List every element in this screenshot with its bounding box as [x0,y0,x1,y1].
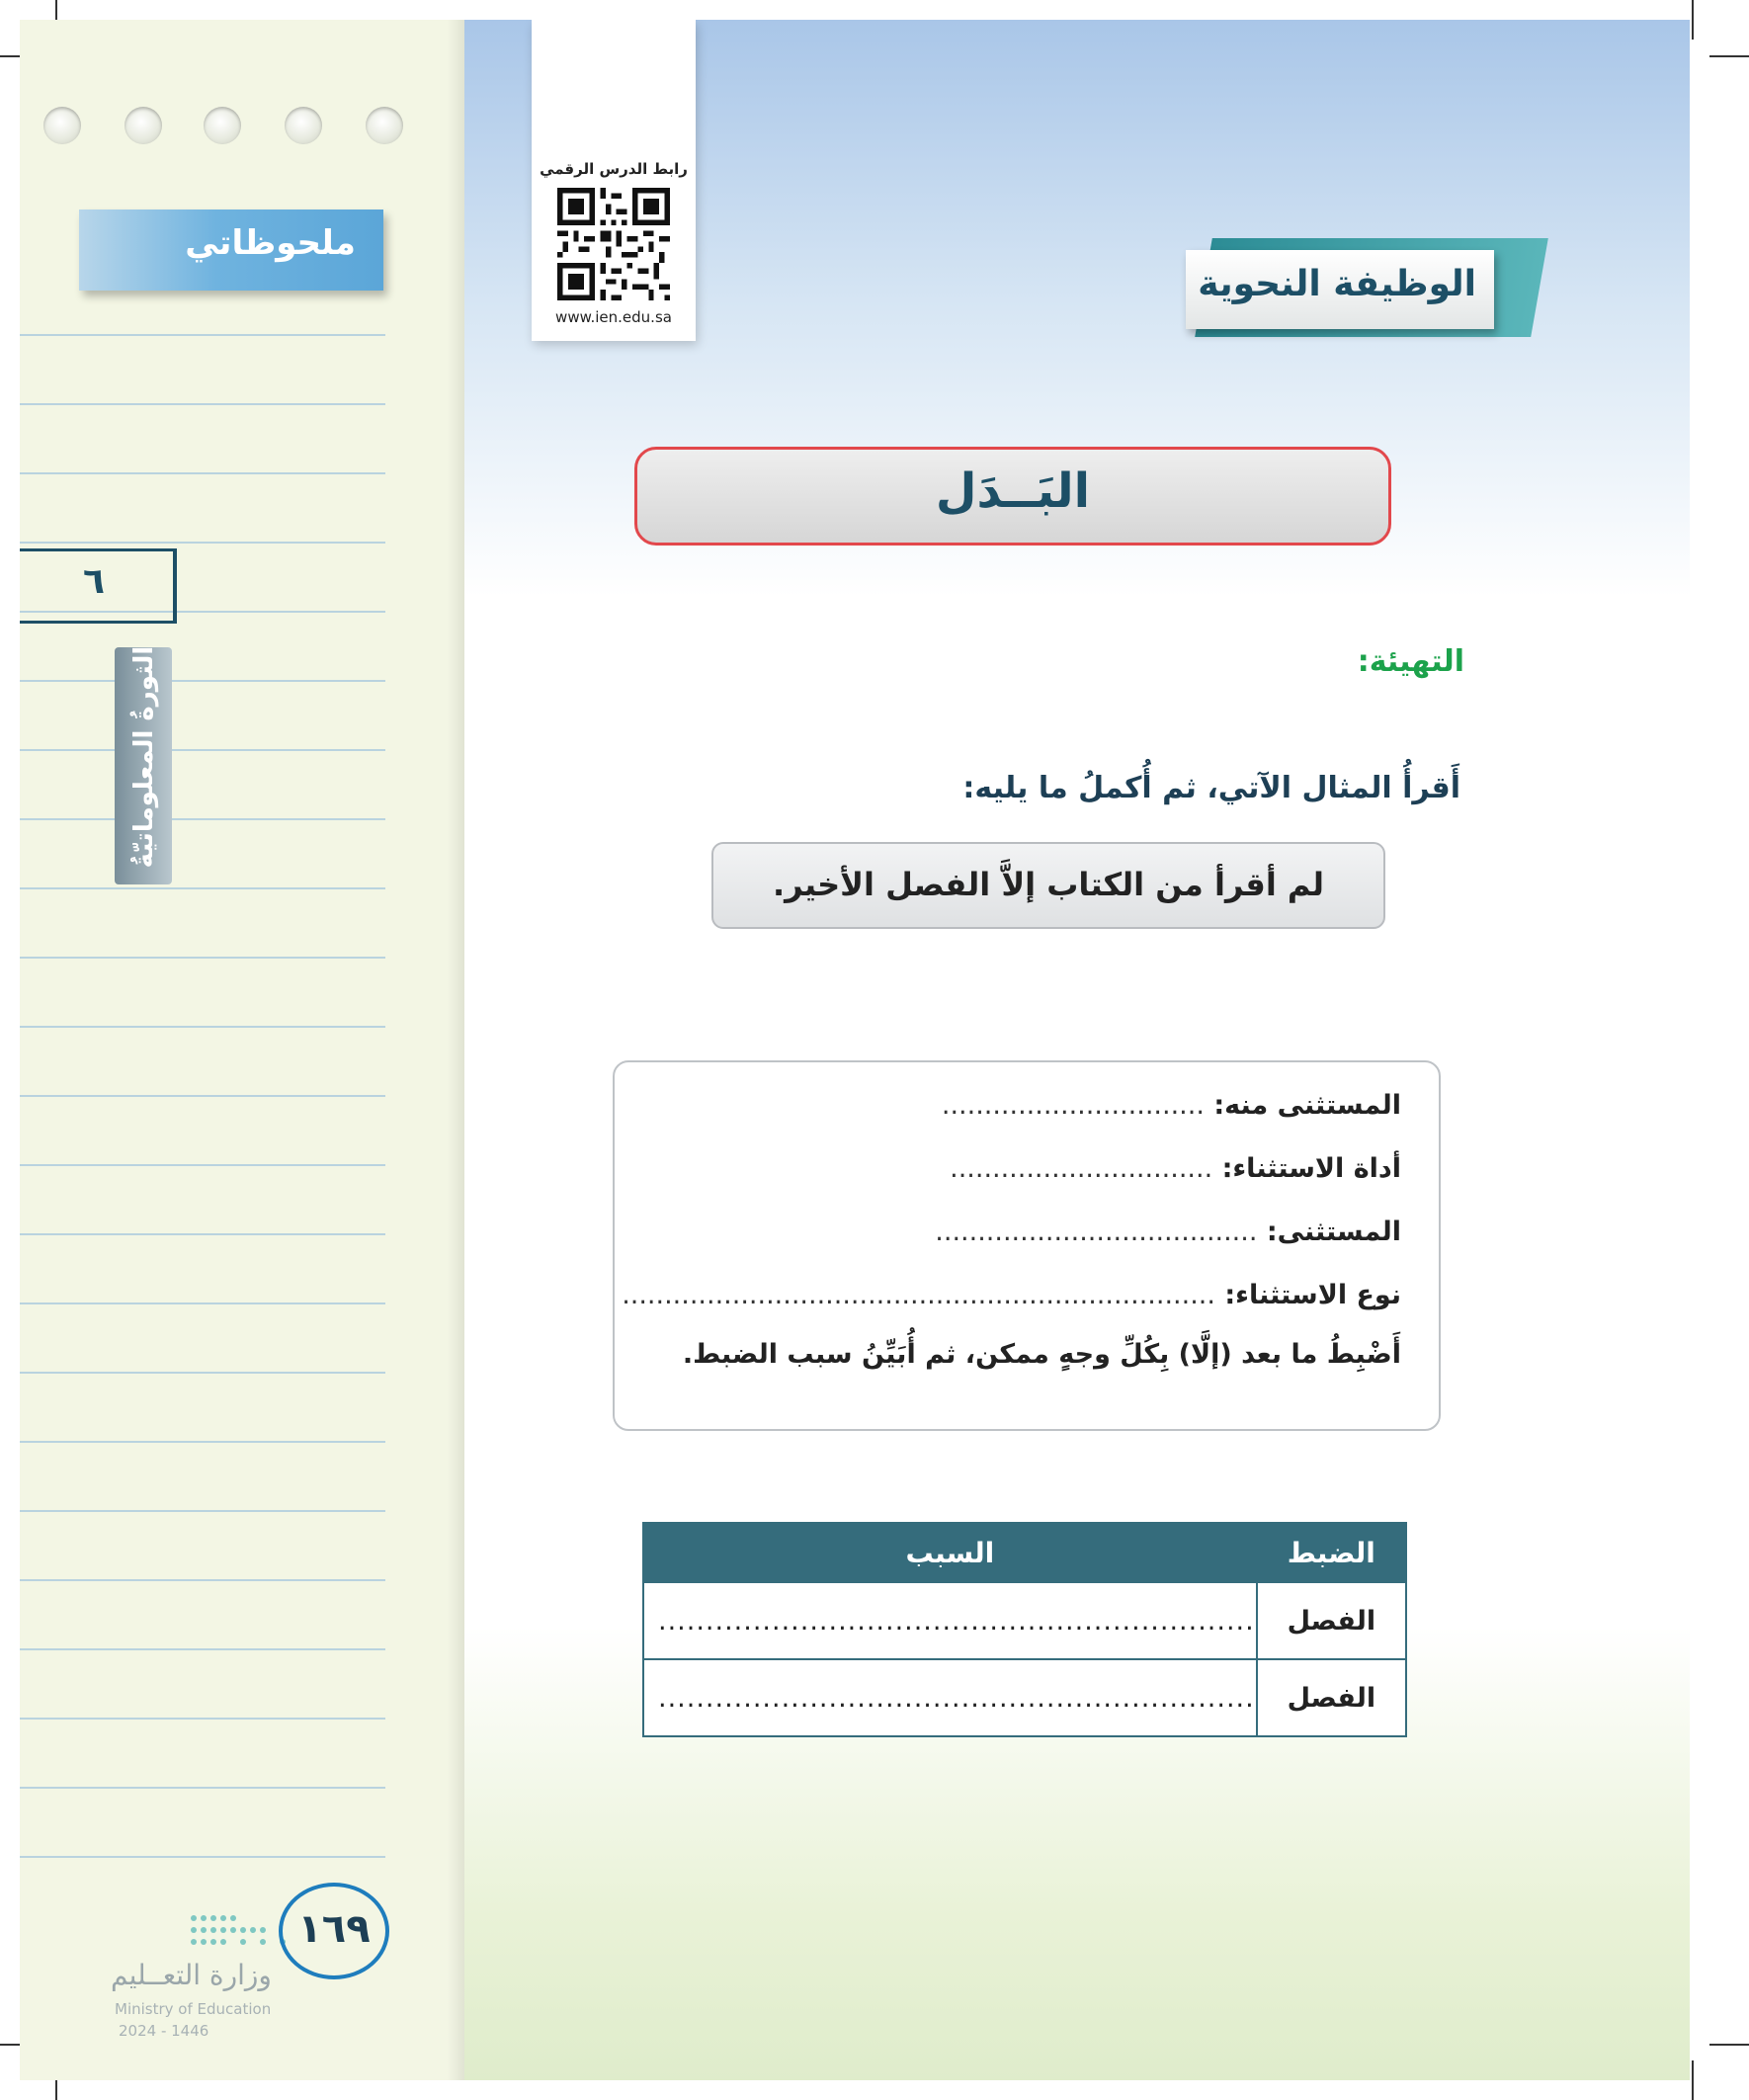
table-header-row [643,1523,1406,1582]
question-row [950,1153,1401,1184]
note-line [20,749,385,751]
lesson-title-box [634,447,1391,546]
note-line [20,1441,385,1443]
notes-tab [79,210,383,291]
example-sentence: لم أقرأ من الكتاب إلاَّ الفصل الأخير. [772,866,1325,903]
answer-blank[interactable]: ............................... [950,1153,1213,1184]
table-cell-control: الفصل [1257,1659,1406,1736]
table-cell-control: الفصل [1257,1582,1406,1659]
note-line [20,887,385,889]
note-line [20,1302,385,1304]
table-cell-reason-blank[interactable]: ............................................................... [643,1582,1257,1659]
note-line [20,1372,385,1374]
unit-title-strip [115,647,172,884]
section-title: الوظيفة النحوية [1198,264,1476,304]
question-box [613,1060,1441,1431]
binder-hole [125,107,162,144]
crop-mark [1692,2060,1694,2100]
note-line [20,1787,385,1789]
warmup-label: التهيئة: [1357,644,1464,679]
ministry-year: 2024 - 1446 [119,2022,209,2040]
table-row [643,1659,1406,1736]
qr-card [532,20,696,341]
answer-table [642,1522,1407,1737]
instruction-text: أَقرأُ المثال الآتي، ثم أُكملُ ما يليه: [962,771,1460,805]
example-box [711,842,1385,929]
unit-title: الثورةُ المعلوماتيّةُ [129,645,159,869]
note-line [20,1095,385,1097]
question-row [622,1280,1401,1310]
question-row [942,1090,1401,1121]
lesson-title: البَــدَل [935,463,1091,519]
lesson-page [464,20,1690,2080]
ministry-name-arabic: وزارة التعــليم [111,1959,272,1991]
note-line [20,1718,385,1720]
crop-mark [1709,2044,1749,2046]
note-line [20,542,385,544]
answer-blank[interactable]: ............................... [941,1090,1205,1121]
note-line [20,472,385,474]
task-instruction: أَضْبِطُ ما بعد (إلَّا) بِكُلِّ وجهٍ ممكن، ثم أُبَيِّنُ سبب الضبط. [682,1339,1401,1370]
section-banner-plate [1186,250,1494,329]
qr-label: رابط الدرس الرقمي [540,160,688,178]
question-label: المستثنى منه: [1213,1090,1401,1121]
note-line [20,1164,385,1166]
table-cell-reason-blank[interactable]: ............................................................... [643,1659,1257,1736]
notes-title: ملحوظاتي [185,223,356,263]
table-row [643,1582,1406,1659]
binder-hole [43,107,81,144]
table-header-reason: السبب [643,1523,1257,1582]
table-header-control: الضبط [1257,1523,1406,1582]
binder-hole [366,107,403,144]
binder-hole [204,107,241,144]
question-label: نوع الاستثناء: [1224,1280,1401,1310]
binder-hole [285,107,322,144]
note-line [20,1510,385,1512]
crop-mark [1709,55,1749,57]
question-row [935,1217,1401,1247]
note-line [20,680,385,682]
note-line [20,1026,385,1028]
qr-url[interactable]: www.ien.edu.sa [555,308,672,326]
lesson-number: ٦ [83,561,105,602]
note-line [20,1233,385,1235]
question-label: أداة الاستثناء: [1221,1153,1401,1184]
section-banner [1186,232,1532,346]
page-number: ١٦٩ [297,1906,371,1952]
note-line [20,957,385,959]
lesson-number-box [20,548,177,624]
qr-code-icon[interactable] [557,188,670,300]
notes-column [20,20,466,2080]
note-line [20,1856,385,1858]
page-number-badge [279,1883,389,1979]
answer-blank[interactable]: ...................................... [935,1217,1258,1247]
ministry-name-english: Ministry of Education [115,2000,272,2018]
crop-mark [1692,0,1694,40]
answer-blank[interactable]: ...................................................................... [622,1280,1215,1310]
note-line [20,1648,385,1650]
note-line [20,403,385,405]
note-line [20,334,385,336]
note-line [20,1579,385,1581]
question-label: المستثنى: [1266,1217,1401,1247]
note-line [20,818,385,820]
